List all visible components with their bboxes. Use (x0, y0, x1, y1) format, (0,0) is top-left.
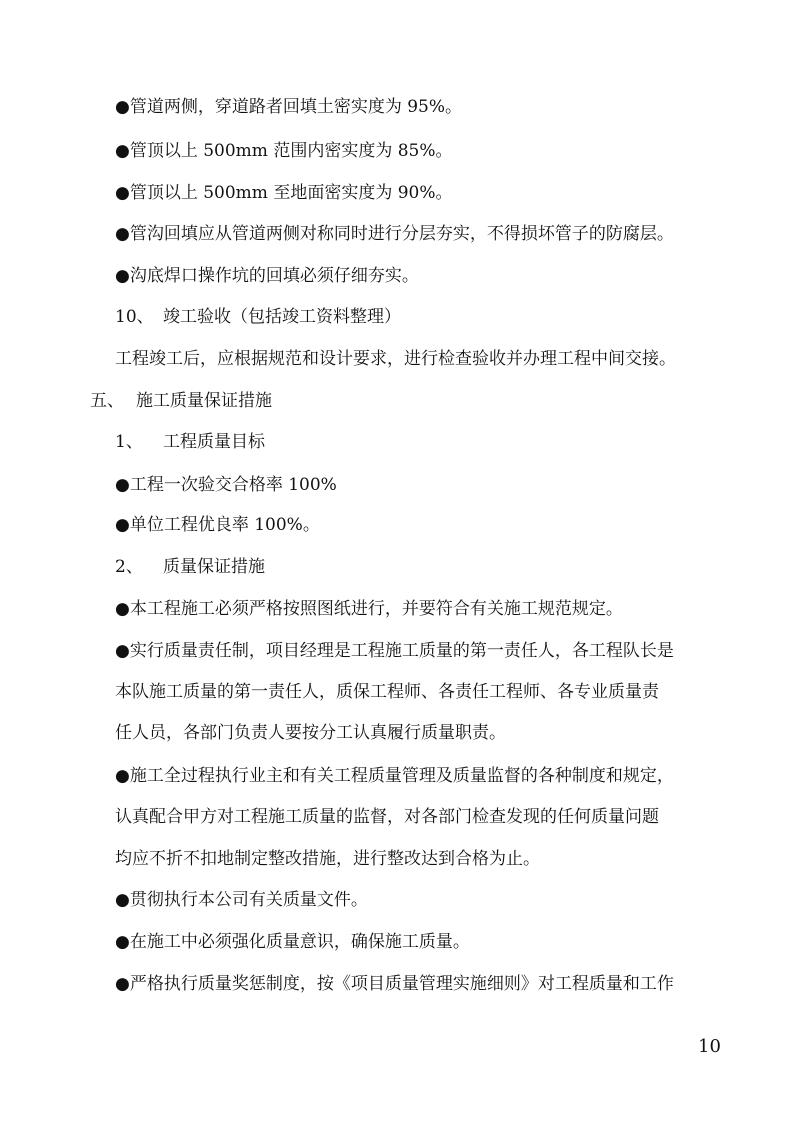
bullet-line: ●施工全过程执行业主和有关工程质量管理及质量监督的各种制度和规定， (115, 766, 674, 786)
subsection-heading (115, 556, 265, 578)
bullet-line: ●贯彻执行本公司有关质量文件。 (115, 890, 368, 910)
subsection-title: 工程质量目标 (163, 432, 265, 452)
bullet-line: ●管沟回填应从管道两侧对称同时进行分层夯实，不得损坏管子的防腐层。 (115, 224, 674, 244)
bullet-line: ●本工程施工必须严格按照图纸进行，并要符合有关施工规范规定。 (115, 599, 623, 619)
bullet-line: ●实行质量责任制，项目经理是工程施工质量的第一责任人，各工程队长是 (115, 641, 674, 661)
section-title: 施工质量保证措施 (136, 391, 272, 411)
bullet-line: ●严格执行质量奖惩制度，按《项目质量管理实施细则》对工程质量和工作 (115, 974, 674, 994)
bullet-line: ●在施工中必须强化质量意识，确保施工质量。 (115, 932, 470, 952)
subsection-heading (115, 431, 265, 453)
paragraph-line: 均应不折不扣地制定整改措施，进行整改达到合格为止。 (115, 849, 540, 869)
paragraph-line: 工程竣工后，应根据规范和设计要求，进行检查验收并办理工程中间交接。 (115, 349, 676, 369)
paragraph-line: 任人员，各部门负责人要按分工认真履行质量职责。 (115, 723, 506, 743)
paragraph-line: 本队施工质量的第一责任人，质保工程师、各责任工程师、各专业质量责 (115, 682, 659, 702)
bullet-line: ●沟底焊口操作坑的回填必须仔细夯实。 (115, 266, 419, 286)
paragraph-line: 认真配合甲方对工程施工质量的监督，对各部门检查发现的任何质量问题 (115, 807, 659, 827)
bullet-line: ●管顶以上 500mm 至地面密实度为 90%。 (115, 183, 453, 203)
bullet-line: ●管道两侧，穿道路者回填土密实度为 95%。 (115, 97, 463, 117)
section-number: 五、 (90, 391, 124, 411)
item-number: 10、 (115, 307, 154, 327)
subsection-number: 2、 (115, 557, 143, 577)
subsection-number: 1、 (115, 432, 143, 452)
item-title: 竣工验收（包括竣工资料整理） (163, 307, 401, 327)
bullet-line: ●工程一次验交合格率 100% (115, 475, 337, 495)
bullet-line: ●管顶以上 500mm 范围内密实度为 85%。 (115, 141, 453, 161)
section-heading (90, 390, 272, 412)
bullet-line: ●单位工程优良率 100%。 (115, 515, 320, 535)
subsection-title: 质量保证措施 (163, 557, 265, 577)
item-heading (115, 306, 401, 328)
page-number: 10 (698, 1036, 721, 1057)
